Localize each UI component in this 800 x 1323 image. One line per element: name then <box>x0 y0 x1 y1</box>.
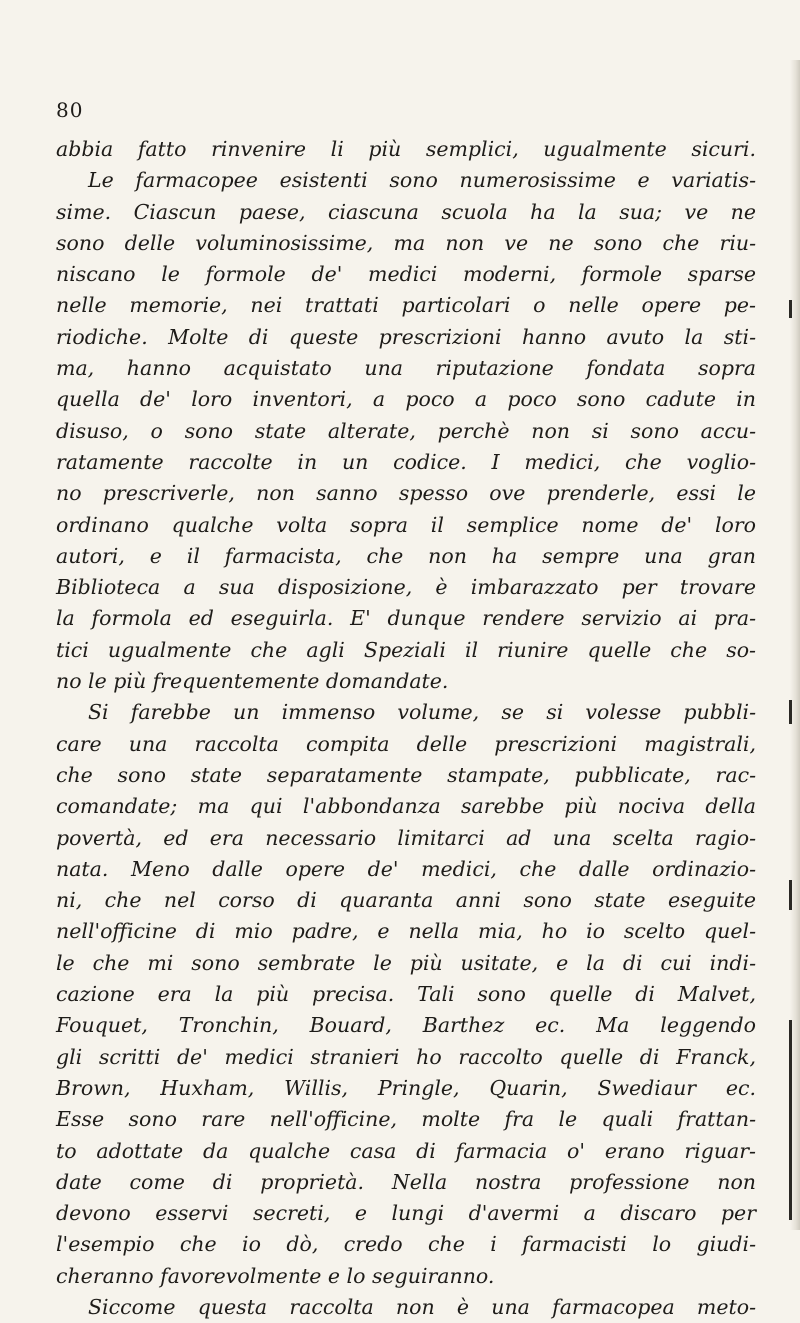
text-line: no prescriverle, non sanno spesso ove prenderle, essi le <box>56 481 756 506</box>
page-number: 80 <box>56 98 84 122</box>
text-line: to adottate da qualche casa di farmacia o' erano riguar- <box>56 1138 756 1163</box>
text-line: devono esservi secreti, e lungi d'avermi a discaro per <box>56 1201 756 1226</box>
text-line: Brown, Huxham, Willis, Pringle, Quarin, Swediaur ec. <box>56 1075 756 1100</box>
text-line: l'esempio che io dò, credo che i farmacisti lo giudi- <box>56 1232 756 1257</box>
text-line: Esse sono rare nell'officine, molte fra le quali frattan- <box>56 1107 756 1132</box>
text-line: ratamente raccolte in un codice. I medici, che voglio- <box>56 449 756 474</box>
text-line: gli scritti de' medici stranieri ho raccolto quelle di Franck, <box>56 1044 756 1069</box>
text-line: cazione era la più precisa. Tali sono quelle di Malvet, <box>56 982 756 1007</box>
text-line: Biblioteca a sua disposizione, è imbarazzato per trovare <box>56 575 756 600</box>
text-line: quella de' loro inventori, a poco a poco sono cadute in <box>56 387 756 412</box>
text-line: Siccome questa raccolta non è una farmacopea meto- <box>88 1294 756 1319</box>
page-edge-mark <box>789 1020 792 1220</box>
text-line: no le più frequentemente domandate. <box>56 669 449 694</box>
text-line: comandate; ma qui l'abbondanza sarebbe più nociva della <box>56 794 756 819</box>
text-line: le che mi sono sembrate le più usitate, e la di cui indi- <box>56 950 756 975</box>
text-line: date come di proprietà. Nella nostra professione non <box>56 1169 756 1194</box>
page-edge-mark <box>789 700 792 724</box>
text-line: care una raccolta compita delle prescrizioni magistrali, <box>56 731 756 756</box>
text-line: tici ugualmente che agli Speziali il riunire quelle che so- <box>56 637 756 662</box>
text-line: Si farebbe un immenso volume, se si volesse pubbli- <box>88 700 756 725</box>
body-text <box>56 134 756 1323</box>
text-line: Fouquet, Tronchin, Bouard, Barthez ec. Ma leggendo <box>56 1013 756 1038</box>
text-line: autori, e il farmacista, che non ha sempre una gran <box>56 543 756 568</box>
text-line: la formola ed eseguirla. E' dunque rendere servizio ai pra- <box>56 606 756 631</box>
text-line: povertà, ed era necessario limitarci ad una scelta ragio- <box>56 825 756 850</box>
text-line: nelle memorie, nei trattati particolari o nelle opere pe- <box>56 293 756 318</box>
text-line: riodiche. Molte di queste prescrizioni hanno avuto la sti- <box>56 324 756 349</box>
text-line: cheranno favorevolmente e lo seguiranno. <box>56 1263 495 1288</box>
text-line: niscano le formole de' medici moderni, formole sparse <box>56 262 756 287</box>
text-line: sime. Ciascun paese, ciascuna scuola ha la sua; ve ne <box>56 199 756 224</box>
text-line: Le farmacopee esistenti sono numerosissime e variatis- <box>88 168 756 193</box>
text-line: ni, che nel corso di quaranta anni sono state eseguite <box>56 888 756 913</box>
page-edge-mark <box>789 880 792 910</box>
text-line: abbia fatto rinvenire li più semplici, ugualmente sicuri. <box>56 137 756 161</box>
text-line: ordinano qualche volta sopra il semplice nome de' loro <box>56 512 756 537</box>
text-line: ma, hanno acquistato una riputazione fondata sopra <box>56 356 756 381</box>
text-line: nata. Meno dalle opere de' medici, che dalle ordinazio- <box>56 856 756 881</box>
text-line: nell'officine di mio padre, e nella mia, ho io scelto quel- <box>56 919 756 944</box>
text-line: disuso, o sono state alterate, perchè non si sono accu- <box>56 418 756 443</box>
text-line: sono delle voluminosissime, ma non ve ne sono che riu- <box>56 230 756 255</box>
text-line: che sono state separatamente stampate, pubblicate, rac- <box>56 762 756 787</box>
page-edge-mark <box>789 300 792 318</box>
